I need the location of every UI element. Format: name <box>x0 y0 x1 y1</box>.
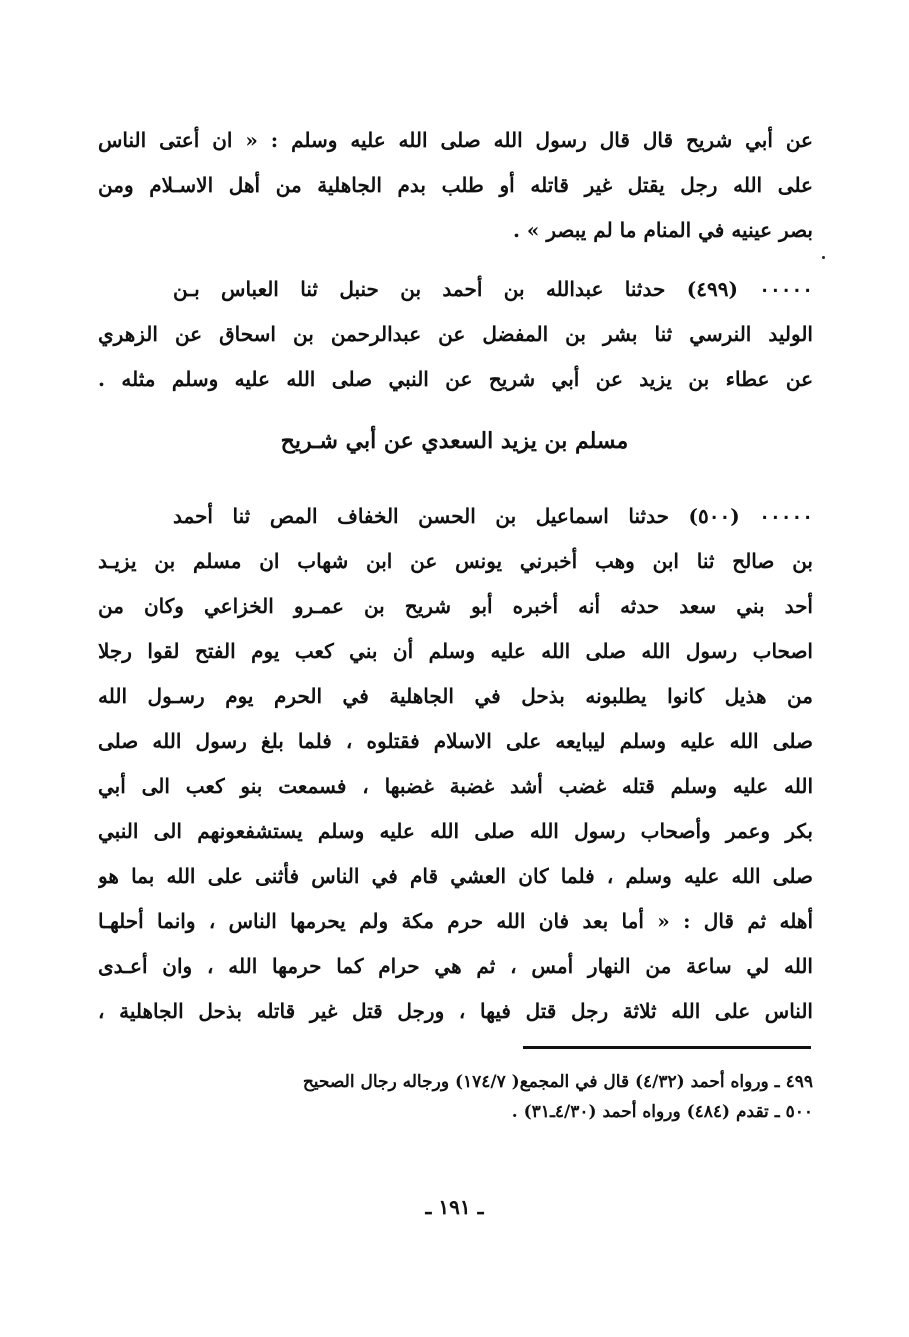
text-line: صلى الله عليه وسلم ليبايعه على الاسلام فقتلوه ، فلما بلغ رسول الله صلى <box>98 729 813 753</box>
text-line: عن أبي شريح قال قال رسول الله صلى الله عليه وسلم : « ان أعتى الناس <box>98 128 813 152</box>
text-line: ٠٠٠٠٠ (٤٩٩) حدثنا عبدالله بن أحمد بن حنبل ثنا العباس بـن <box>173 277 813 301</box>
text-line: الله لي ساعة من النهار أمس ، ثم هي حرام كما حرمها الله ، وان أعـدى <box>98 954 813 978</box>
text-line: صلى الله عليه وسلم ، فلما كان العشي قام في الناس فأثنى على الله بما هو <box>98 864 813 888</box>
text-line: الله عليه وسلم قتله غضب أشد غضبة غضبها ، فسمعت بنو كعب الى أبي <box>98 774 813 798</box>
text-line: أهله ثم قال : « أما بعد فان الله حرم مكة ولم يحرمها الناس ، وانما أحلهـا <box>98 909 813 933</box>
text-line: بن صالح ثنا ابن وهب أخبرني يونس عن ابن شهاب ان مسلم بن يزيـد <box>98 549 813 573</box>
text-line: بصر عينيه في المنام ما لم يبصر » . <box>512 218 813 242</box>
text-line: ٠٠٠٠٠ (٥٠٠) حدثنا اسماعيل بن الحسن الخفاف المص ثنا أحمد <box>173 504 813 528</box>
page-number: ـ ١٩١ ـ <box>425 1195 484 1219</box>
text-line: على الله رجل يقتل غير قاتله أو طلب بدم الجاهلية من أهل الاسـلام ومن <box>98 173 813 197</box>
text-line: عن عطاء بن يزيد عن أبي شريح عن النبي صلى الله عليه وسلم مثله . <box>98 367 813 391</box>
text-line: الوليد النرسي ثنا بشر بن المفضل عن عبدالرحمن بن اسحاق عن الزهري <box>98 322 813 346</box>
text-line: أحد بني سعد حدثه أنه أخبره أبو شريح بن عمـرو الخزاعي وكان من <box>98 594 813 618</box>
footnote: ٥٠٠ ـ تقدم (٤٨٤) ورواه أحمد (٤/٣٠ـ٣١) . <box>511 1102 813 1122</box>
footnote-separator <box>523 1046 811 1049</box>
text-line: بكر وعمر وأصحاب رسول الله صلى الله عليه وسلم يستشفعونهم الى النبي <box>98 819 813 843</box>
text-line: من هذيل كانوا يطلبونه بذحل في الجاهلية في الحرم يوم رسـول الله <box>98 684 813 708</box>
text-line: اصحاب رسول الله صلى الله عليه وسلم أن بني كعب يوم الفتح لقوا رجلا <box>98 639 813 663</box>
section-heading: مسلم بن يزيد السعدي عن أبي شـريح <box>280 428 629 454</box>
text-line: الناس على الله ثلاثة رجل قتل فيها ، ورجل قتل غير قاتله بذحل الجاهلية ، <box>98 999 813 1023</box>
footnote: ٤٩٩ ـ ورواه أحمد (٤/٣٢) قال في المجمع( ١٧٤/٧) ورجاله رجال الصحيح <box>302 1072 813 1092</box>
ink-speck <box>822 256 825 259</box>
